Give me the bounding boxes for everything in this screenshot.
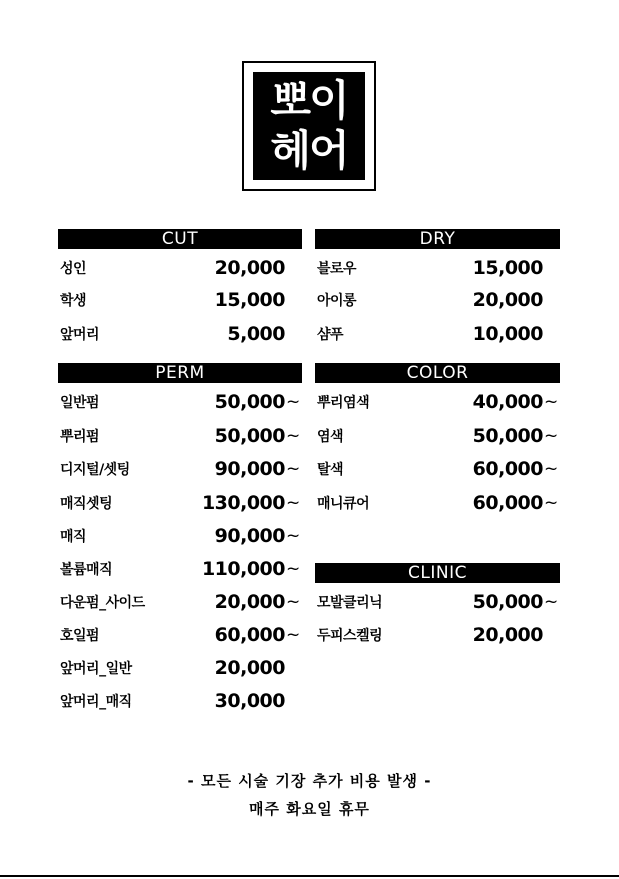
- item-name: 염색: [317, 429, 344, 445]
- menu-row: [58, 421, 302, 451]
- item-name: 뿌리펌: [60, 429, 100, 445]
- menu-row: [315, 587, 560, 617]
- menu-row: [315, 421, 560, 451]
- bottom-divider: [0, 875, 619, 877]
- tilde-mark: ~: [286, 592, 301, 612]
- menu-row: [315, 285, 560, 315]
- tilde-mark: ~: [544, 426, 559, 446]
- item-price: 60,000: [214, 624, 285, 646]
- item-price: 60,000: [472, 492, 543, 514]
- menu-row: [58, 285, 302, 315]
- menu-row: [58, 686, 302, 716]
- item-name: 학생: [60, 293, 87, 309]
- item-price: 50,000: [472, 591, 543, 613]
- tilde-mark: ~: [544, 493, 559, 513]
- item-name: 매직: [60, 529, 87, 545]
- salon-logo: [242, 61, 376, 191]
- item-name: 앞머리_일반: [60, 661, 132, 677]
- item-name: 성인: [60, 261, 87, 277]
- menu-row: [315, 387, 560, 417]
- item-price: 5,000: [227, 323, 285, 345]
- tilde-mark: ~: [286, 459, 301, 479]
- item-price: 50,000: [214, 425, 285, 447]
- menu-row: [58, 253, 302, 283]
- menu-row: [58, 488, 302, 518]
- item-price: 20,000: [214, 257, 285, 279]
- category-header-dry: DRY: [315, 229, 560, 249]
- category-header-cut: CUT: [58, 229, 302, 249]
- menu-row: [58, 620, 302, 650]
- item-name: 매니큐어: [317, 496, 370, 512]
- menu-row: [58, 587, 302, 617]
- category-header-color: COLOR: [315, 363, 560, 383]
- item-price: 40,000: [472, 391, 543, 413]
- item-name: 탈색: [317, 462, 344, 478]
- tilde-mark: ~: [286, 392, 301, 412]
- item-name: 일반펌: [60, 395, 100, 411]
- menu-row: [315, 253, 560, 283]
- menu-row: [58, 653, 302, 683]
- menu-row: [58, 454, 302, 484]
- item-price: 50,000: [214, 391, 285, 413]
- item-price: 10,000: [472, 323, 543, 345]
- logo-line-2: 헤어: [270, 126, 348, 175]
- logo-line-1: 뽀이: [270, 76, 348, 125]
- item-price: 20,000: [472, 624, 543, 646]
- tilde-mark: ~: [286, 559, 301, 579]
- tilde-mark: ~: [286, 493, 301, 513]
- menu-row: [315, 454, 560, 484]
- item-price: 15,000: [214, 289, 285, 311]
- item-name: 디지털/셋팅: [60, 462, 130, 478]
- salon-logo-box: [253, 72, 365, 180]
- tilde-mark: ~: [286, 526, 301, 546]
- item-price: 110,000: [201, 558, 285, 580]
- item-name: 두피스켈링: [317, 628, 383, 644]
- item-name: 모발클리닉: [317, 595, 383, 611]
- tilde-mark: ~: [544, 392, 559, 412]
- tilde-mark: ~: [286, 625, 301, 645]
- item-price: 90,000: [214, 525, 285, 547]
- item-price: 20,000: [472, 289, 543, 311]
- item-price: 60,000: [472, 458, 543, 480]
- item-price: 90,000: [214, 458, 285, 480]
- item-price: 20,000: [214, 591, 285, 613]
- item-name: 볼륨매직: [60, 562, 113, 578]
- item-price: 130,000: [201, 492, 285, 514]
- menu-row: [315, 620, 560, 650]
- item-name: 뿌리염색: [317, 395, 370, 411]
- item-price: 30,000: [214, 690, 285, 712]
- item-name: 샴푸: [317, 327, 344, 343]
- item-name: 호일펌: [60, 628, 100, 644]
- item-price: 50,000: [472, 425, 543, 447]
- item-name: 매직셋팅: [60, 496, 113, 512]
- menu-row: [58, 521, 302, 551]
- tilde-mark: ~: [544, 459, 559, 479]
- menu-row: [58, 319, 302, 349]
- menu-row: [315, 488, 560, 518]
- item-name: 블로우: [317, 261, 357, 277]
- item-name: 다운펌_사이드: [60, 595, 145, 611]
- notice-closed-day: 매주 화요일 휴무: [249, 800, 370, 818]
- item-price: 15,000: [472, 257, 543, 279]
- menu-row: [315, 319, 560, 349]
- menu-row: [58, 554, 302, 584]
- item-name: 앞머리_매직: [60, 694, 132, 710]
- category-header-clinic: CLINIC: [315, 563, 560, 583]
- item-name: 앞머리: [60, 327, 100, 343]
- tilde-mark: ~: [544, 592, 559, 612]
- notice-extra-charge: - 모든 시술 기장 추가 비용 발생 -: [187, 772, 432, 790]
- menu-row: [58, 387, 302, 417]
- item-name: 아이롱: [317, 293, 357, 309]
- category-header-perm: PERM: [58, 363, 302, 383]
- tilde-mark: ~: [286, 426, 301, 446]
- item-price: 20,000: [214, 657, 285, 679]
